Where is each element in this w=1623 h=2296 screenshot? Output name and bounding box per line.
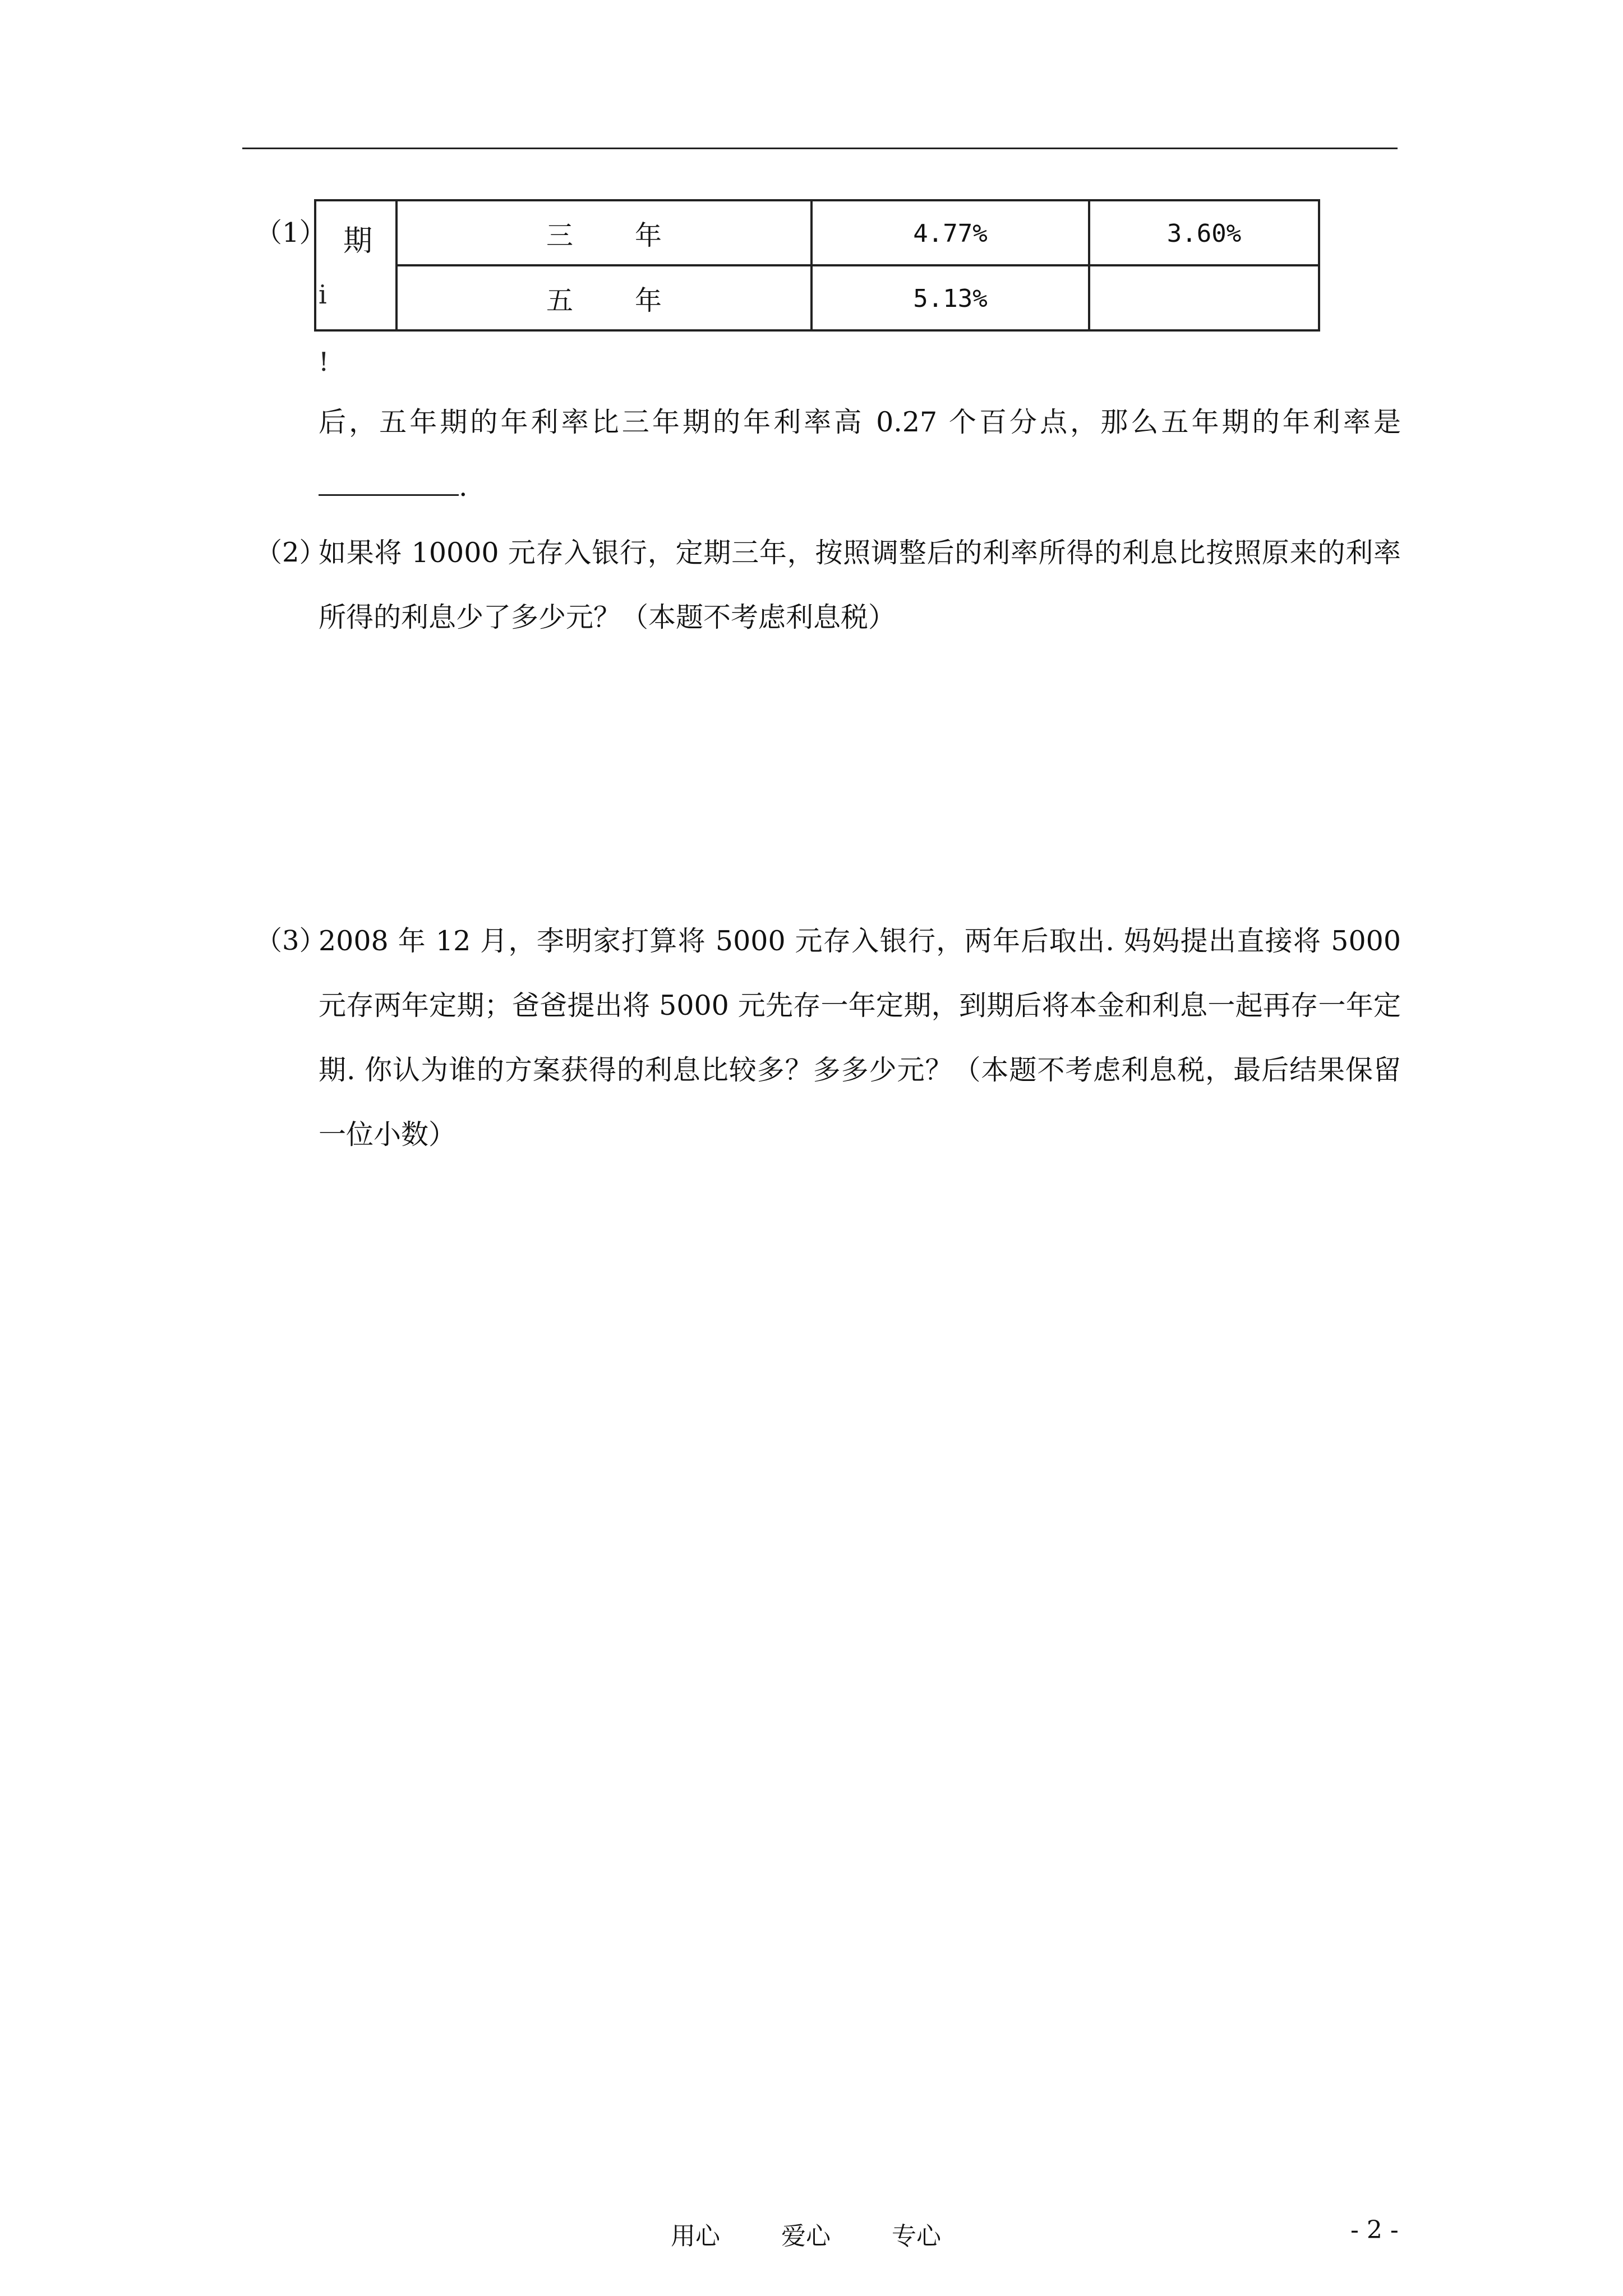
- new-rate-value: 4.77%: [913, 219, 988, 248]
- motto-word: 专心: [892, 2222, 941, 2251]
- new-rate-cell: [811, 200, 1089, 265]
- text-fragment: i: [319, 279, 327, 310]
- text-fragment: !: [319, 347, 329, 377]
- motto-word: 爱心: [781, 2222, 831, 2251]
- question-1-text: [319, 390, 1401, 519]
- question-2-text: 如果将 10000 元存入银行，定期三年，按照调整后的利率所得的利息比按照原来的利率所得的利息少了多少元？（本题不考虑利息税）: [319, 537, 1401, 633]
- question-3-number: （3）: [255, 925, 326, 956]
- motto-word: 用心: [671, 2222, 720, 2251]
- question-1-body: 后，五年期的年利率比三年期的年利率高 0.27 个百分点，那么五年期的年利率是: [319, 406, 1401, 438]
- question-1-number: （1）: [255, 217, 326, 249]
- new-rate-cell: [811, 265, 1089, 330]
- term-cell: [396, 265, 811, 330]
- term-label-a: 五: [546, 284, 573, 316]
- footer-motto: [671, 2216, 994, 2252]
- answer-blank: [319, 472, 459, 496]
- old-rate-cell: [1089, 200, 1319, 265]
- question-1-end: .: [459, 471, 468, 503]
- row-head-label: 期: [343, 224, 373, 258]
- term-cell: [396, 200, 811, 265]
- term-label-b: 年: [635, 284, 662, 316]
- row-head-cell: [315, 200, 396, 330]
- question-3-text: 2008 年 12 月，李明家打算将 5000 元存入银行，两年后取出. 妈妈提出直接将 5000 元存两年定期；爸爸提出将 5000 元先存一年定期，到期后将本金和利息一起再存一年定期. 你认为谁的方案获得的利息比较多？多多少元？（本题不考虑利息税，最后结果保留一位小数）: [319, 925, 1401, 1151]
- term-label-a: 三: [546, 219, 573, 251]
- table-row: [315, 265, 1319, 330]
- table-row: [315, 200, 1319, 265]
- old-rate-value: 3.60%: [1166, 219, 1242, 248]
- question-2-number: （2）: [255, 537, 326, 568]
- new-rate-value: 5.13%: [913, 284, 988, 313]
- old-rate-cell: [1089, 265, 1319, 330]
- header-rule: [242, 148, 1398, 149]
- page-number: - 2 -: [1350, 2216, 1399, 2244]
- interest-rate-table: [314, 199, 1320, 332]
- term-label-b: 年: [635, 219, 662, 251]
